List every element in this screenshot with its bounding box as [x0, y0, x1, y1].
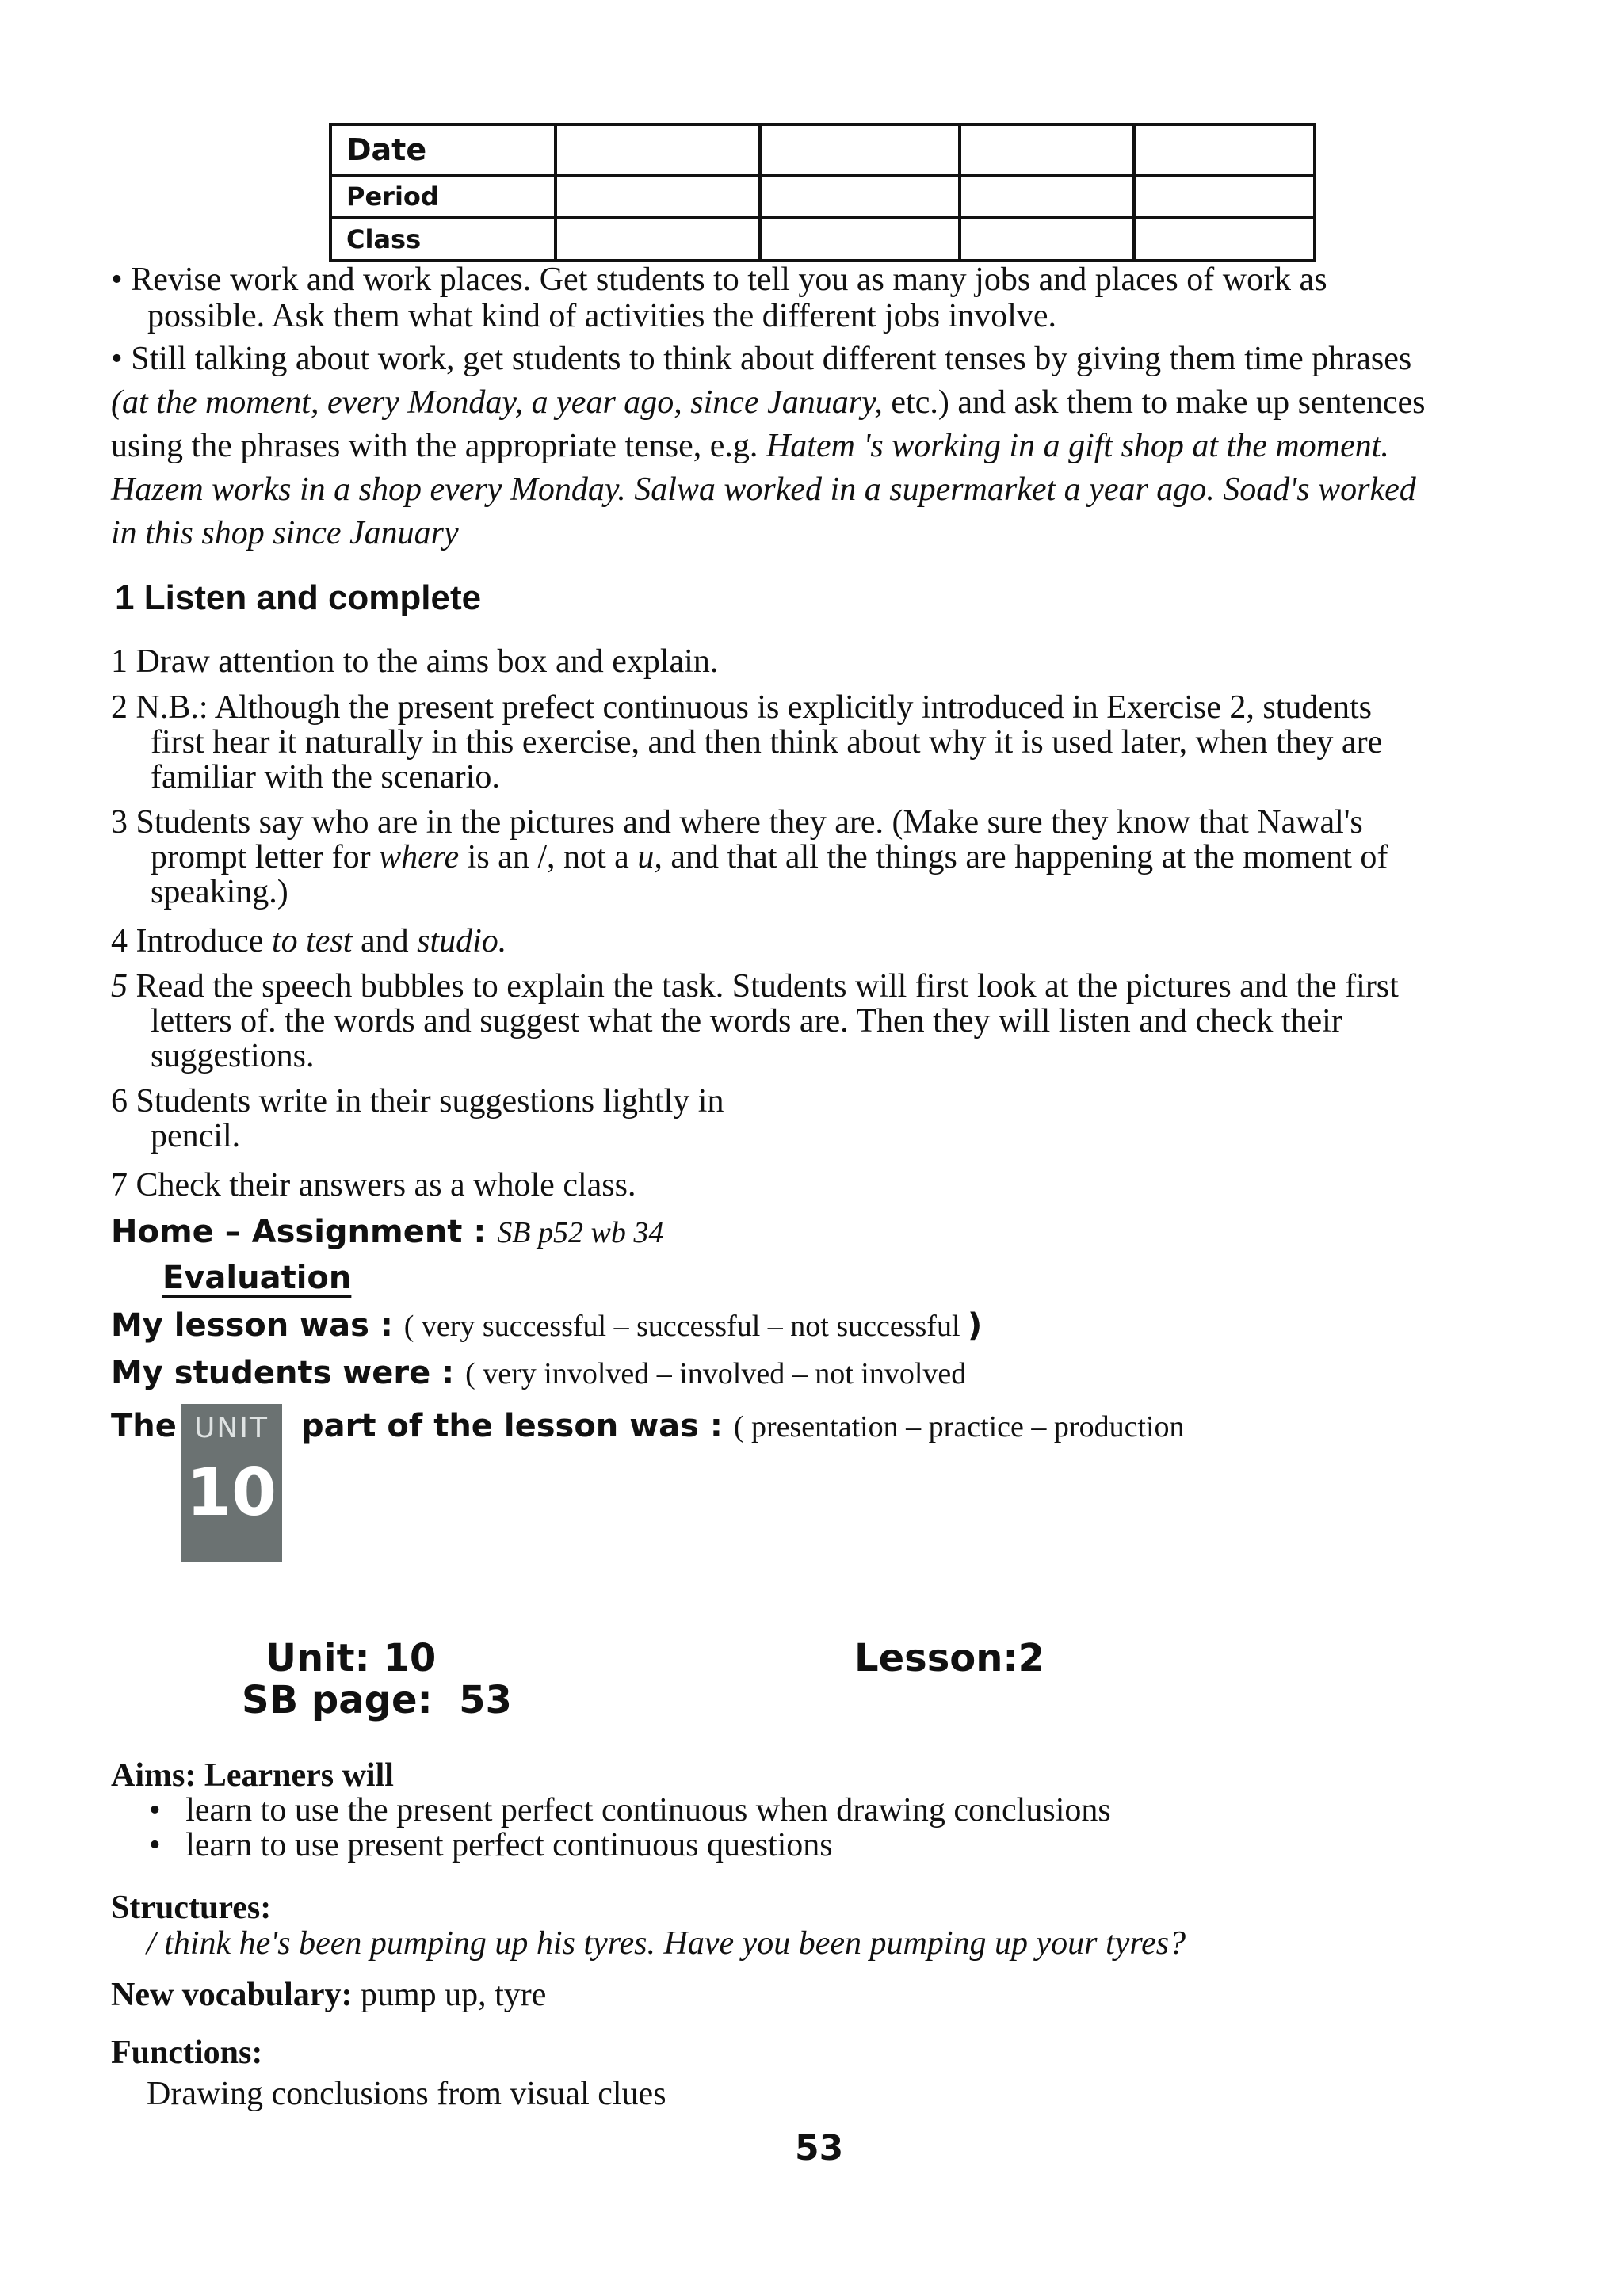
functions-value: Drawing conclusions from visual clues — [147, 2076, 666, 2112]
date-cell[interactable] — [760, 124, 960, 175]
evaluation-title: Evaluation — [162, 1260, 352, 1296]
table-row — [330, 124, 1315, 175]
home-assignment — [111, 1214, 663, 1250]
home-assignment-value: SB p52 wb 34 — [497, 1216, 664, 1249]
intro-bullet-2-line-2 — [111, 384, 1426, 421]
step-italic-word: studio. — [417, 923, 507, 959]
period-cell[interactable] — [556, 175, 760, 218]
part-label-start: The — [111, 1408, 177, 1444]
step-2-line-3: familiar with the scenario. — [151, 759, 500, 795]
evaluation-part-rest — [301, 1408, 1185, 1444]
lesson-label: My lesson was : — [111, 1307, 404, 1344]
part-label-end: part of the lesson was : — [301, 1408, 734, 1444]
step-4 — [111, 923, 506, 959]
students-options: ( very involved – involved – not involved — [465, 1357, 967, 1390]
date-period-class-table — [329, 123, 1316, 262]
step-5-line-3: suggestions. — [151, 1038, 315, 1074]
unit-badge-number: 10 — [185, 1455, 277, 1531]
section-heading-listen-and-complete: 1 Listen and complete — [115, 578, 482, 617]
step-6-line-1: 6 Students write in their suggestions lightly in — [111, 1083, 724, 1119]
class-cell[interactable] — [960, 218, 1134, 261]
evaluation-students — [111, 1355, 966, 1391]
lesson-number: Lesson:2 — [854, 1636, 1045, 1680]
aims-item: • learn to use the present perfect continuous when drawing conclusions — [149, 1792, 1111, 1829]
class-label: Class — [330, 218, 556, 261]
step-6-line-2: pencil. — [151, 1118, 241, 1154]
home-assignment-label: Home – Assignment : — [111, 1214, 498, 1250]
step-text: 4 Introduce — [111, 923, 272, 959]
table-row — [330, 175, 1315, 218]
aims-item-text: learn to use present perfect continuous questions — [185, 1827, 833, 1863]
step-text: Read the speech bubbles to explain the task. Students will first look at the pictures and the first — [128, 968, 1399, 1005]
sb-page: SB page: 53 — [242, 1678, 512, 1722]
vocabulary-label: New vocabulary: — [111, 1977, 353, 2013]
step-text: is an /, not a — [459, 839, 638, 875]
intro-text: etc.) and ask them to make up sentences — [882, 384, 1426, 421]
step-3-line-3: speaking.) — [151, 874, 288, 910]
date-cell[interactable] — [556, 124, 760, 175]
period-cell[interactable] — [1134, 175, 1315, 218]
aims-item: • learn to use present perfect continuous questions — [149, 1827, 833, 1863]
step-2-line-2: first hear it naturally in this exercise, and then think about why it is used later, when they are — [151, 724, 1383, 761]
step-2-line-1: 2 N.B.: Although the present prefect continuous is explicitly introduced in Exercise 2, students — [111, 689, 1373, 726]
step-italic-word: where — [379, 839, 460, 875]
unit-number: Unit: 10 — [265, 1636, 437, 1680]
vocabulary-value: pump up, tyre — [352, 1977, 547, 2013]
step-italic-word: u, — [637, 839, 663, 875]
time-phrases: (at the moment, every Monday, a year ago, since January, — [111, 384, 883, 421]
step-3-line-1: 3 Students say who are in the pictures and where they are. (Make sure they know that Nawal's — [111, 804, 1363, 841]
intro-bullet-2-line-1: • Still talking about work, get students to think about different tenses by giving them time phrases — [111, 341, 1412, 377]
period-cell[interactable] — [960, 175, 1134, 218]
intro-text: using the phrases with the appropriate tense, e.g. — [111, 428, 766, 464]
lesson-close: ) — [968, 1307, 983, 1344]
step-3-line-2 — [151, 839, 1388, 875]
class-cell[interactable] — [556, 218, 760, 261]
unit-badge-word: UNIT — [194, 1412, 269, 1444]
class-cell[interactable] — [760, 218, 960, 261]
aims-item-text: learn to use the present perfect continuous when drawing conclusions — [185, 1792, 1111, 1829]
step-text: and that all the things are happening at the moment of — [662, 839, 1388, 875]
intro-bullet-2-line-4: Hazem works in a shop every Monday. Salwa worked in a supermarket a year ago. Soad's worked — [111, 471, 1416, 508]
page-number: 53 — [795, 2128, 844, 2168]
period-cell[interactable] — [760, 175, 960, 218]
class-cell[interactable] — [1134, 218, 1315, 261]
intro-bullet-2-line-5: in this shop since January — [111, 515, 459, 551]
evaluation-lesson — [111, 1307, 982, 1344]
unit-badge — [181, 1404, 282, 1562]
period-label: Period — [330, 175, 556, 218]
step-1: 1 Draw attention to the aims box and explain. — [111, 643, 719, 680]
new-vocabulary — [111, 1977, 546, 2013]
example-sentence: Hatem 's working in a gift shop at the moment. — [766, 428, 1389, 464]
structures-title: Structures: — [111, 1890, 272, 1926]
aims-title: Aims: Learners will — [111, 1757, 394, 1794]
step-italic-word: to test — [271, 923, 353, 959]
part-options: ( presentation – practice – production — [733, 1410, 1185, 1444]
step-7: 7 Check their answers as a whole class. — [111, 1167, 636, 1203]
functions-title: Functions: — [111, 2035, 263, 2071]
step-5-line-1 — [111, 968, 1399, 1005]
step-text: prompt letter for — [151, 839, 380, 875]
students-label: My students were : — [111, 1355, 466, 1391]
intro-bullet-1-line-1: • Revise work and work places. Get students to tell you as many jobs and places of work as — [111, 261, 1327, 298]
date-cell[interactable] — [1134, 124, 1315, 175]
evaluation-part — [111, 1408, 177, 1444]
intro-bullet-2-line-3 — [111, 428, 1389, 464]
step-5-line-2: letters of. the words and suggest what the words are. Then they will listen and check their — [151, 1003, 1342, 1039]
table-row — [330, 218, 1315, 261]
date-label: Date — [330, 124, 556, 175]
intro-bullet-1-line-2: possible. Ask them what kind of activities the different jobs involve. — [147, 298, 1057, 334]
step-number: 5 — [111, 968, 128, 1005]
structures-value: / think he's been pumping up his tyres. Have you been pumping up your tyres? — [147, 1925, 1186, 1962]
date-cell[interactable] — [960, 124, 1134, 175]
step-text: and — [352, 923, 418, 959]
lesson-options: ( very successful – successful – not successful — [403, 1310, 968, 1343]
